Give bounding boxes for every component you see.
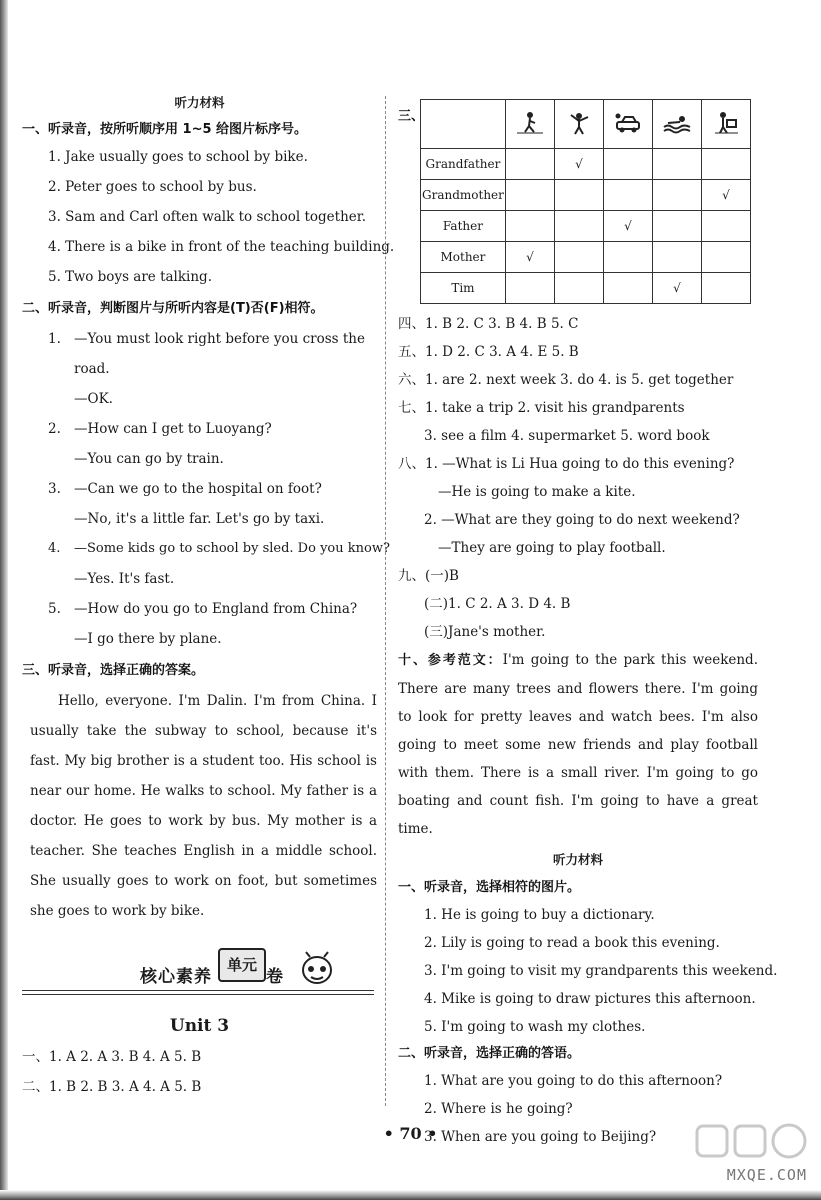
table-header-cell — [652, 100, 701, 149]
list-item: —You can go by train. — [74, 451, 224, 467]
answer-row: —He is going to make a kite. — [438, 484, 636, 500]
table-cell — [603, 180, 652, 211]
listening-section-2-title: 二、听录音，选择正确的答语。 — [398, 1046, 581, 1061]
answer-row: 二、1. B 2. B 3. A 4. A 5. B — [22, 1079, 202, 1095]
list-item: 5. —How do you go to England from China? — [48, 601, 358, 617]
list-item: 3. —Can we go to the hospital on foot? — [48, 481, 322, 497]
answer-row: 一、1. A 2. A 3. B 4. A 5. B — [22, 1049, 202, 1065]
table-cell — [652, 211, 701, 242]
table-cell — [701, 273, 750, 304]
activity-table — [420, 99, 751, 304]
table-cell — [505, 180, 554, 211]
section-2-list — [22, 324, 390, 654]
table-corner — [421, 100, 506, 149]
table-cell — [505, 273, 554, 304]
reading-person-icon — [711, 111, 741, 135]
table-cell — [652, 242, 701, 273]
listening-section-1-title: 一、听录音，选择相符的图片。 — [398, 880, 581, 895]
answer-row: 六、1. are 2. next week 3. do 4. is 5. get together — [398, 372, 734, 388]
right-column — [398, 92, 778, 1151]
table-cell — [554, 180, 603, 211]
table-cell — [554, 273, 603, 304]
listening-material-heading: 听力材料 — [174, 95, 225, 110]
table-section — [398, 99, 758, 304]
table-cell — [554, 211, 603, 242]
list-item: 2. Peter goes to school by bus. — [48, 179, 257, 195]
table-header-cell — [701, 100, 750, 149]
list-item: 2. —How can I get to Luoyang? — [48, 421, 272, 437]
list-item: 3. I'm going to visit my grandparents this weekend. — [424, 963, 778, 979]
section-1-list — [22, 142, 395, 292]
table-row — [421, 273, 751, 304]
answer-row: 九、(一)B — [398, 568, 459, 584]
answer-row: (二)1. C 2. A 3. D 4. B — [424, 596, 571, 612]
list-item: 2. Where is he going? — [424, 1101, 573, 1117]
list-item: 3. Sam and Carl often walk to school together. — [48, 209, 367, 225]
table-cell — [652, 180, 701, 211]
list-item: road. — [74, 361, 110, 377]
row-label: Grandfather — [421, 149, 506, 180]
unit-banner — [22, 940, 377, 1000]
table-cell: √ — [554, 149, 603, 180]
unit-title: Unit 3 — [169, 1016, 230, 1036]
list-item: —No, it's a little far. Let's go by taxi. — [74, 511, 325, 527]
list-item: 1. Jake usually goes to school by bike. — [48, 149, 308, 165]
answer-row: (三)Jane's mother. — [424, 624, 546, 640]
mascot-icon — [300, 950, 334, 988]
essay-text: I'm going to the park this weekend. There are many trees and flowers there. I'm going to look for pretty leaves and watch bees. I'm also going to meet some new friends and play football with them. There is a small river. I'm going to go boating and count fish. I'm going to have a great time. — [398, 652, 758, 837]
row-label: Father — [421, 211, 506, 242]
walking-person-icon — [515, 111, 545, 135]
answer-row: 七、1. take a trip 2. visit his grandparents — [398, 400, 685, 416]
list-item: 4. —Some kids go to school by sled. Do you know? — [48, 541, 390, 556]
table-cell — [603, 273, 652, 304]
table-header-cell — [554, 100, 603, 149]
answer-row: 八、1. —What is Li Hua going to do this evening? — [398, 456, 735, 472]
list-item: 1. —You must look right before you cross the — [48, 331, 365, 347]
list-item: 4. Mike is going to draw pictures this afternoon. — [424, 991, 756, 1007]
table-cell — [701, 211, 750, 242]
list-item: 1. He is going to buy a dictionary. — [424, 907, 655, 923]
scan-edge-bottom — [0, 1190, 821, 1200]
table-cell — [603, 149, 652, 180]
list-item: 4. There is a bike in front of the teaching building. — [48, 239, 395, 255]
table-cell — [652, 149, 701, 180]
row-label: Grandmother — [421, 180, 506, 211]
answer-row: —They are going to play football. — [438, 540, 666, 556]
listening-passage: Hello, everyone. I'm Dalin. I'm from China. I usually take the subway to school, because it's fast. My big brother is a student too. His school is near our home. He walks to school. My father is a doctor. He goes to work by bus. My mother is a teacher. She teaches English in a middle school. She usually goes to work on foot, but sometimes she goes to work by bike. — [30, 693, 377, 919]
banner-rule — [22, 990, 374, 995]
answer-row: 五、1. D 2. C 3. A 4. E 5. B — [398, 344, 579, 360]
swimming-icon — [662, 111, 692, 135]
list-item: 1. What are you going to do this afternoon? — [424, 1073, 723, 1089]
sample-essay — [398, 646, 758, 843]
row-label: Mother — [421, 242, 506, 273]
table-cell — [505, 149, 554, 180]
section-3-title: 三、听录音，选择正确的答案。 — [22, 663, 205, 678]
left-column — [22, 88, 395, 1102]
car-driving-icon — [613, 111, 643, 135]
answer-row: 3. see a film 4. supermarket 5. word book — [424, 428, 710, 444]
table-section-label: 三、 — [398, 109, 425, 124]
table-cell: √ — [603, 211, 652, 242]
row-label: Tim — [421, 273, 506, 304]
answer-row: 2. —What are they going to do next weekend? — [424, 512, 740, 528]
table-cell — [554, 242, 603, 273]
scan-edge-left — [0, 0, 8, 1200]
listening-material-heading-2: 听力材料 — [552, 852, 603, 867]
watermark-text: MXQE.COM — [726, 1166, 807, 1184]
table-cell — [701, 242, 750, 273]
table-row — [421, 149, 751, 180]
table-header-cell — [505, 100, 554, 149]
kite-flying-icon — [564, 111, 594, 135]
banner-tail: 卷 — [266, 967, 284, 987]
table-cell — [603, 242, 652, 273]
banner-title: 核心素养 — [140, 967, 212, 987]
table-row — [421, 211, 751, 242]
table-header-row — [421, 100, 751, 149]
section-2-title: 二、听录音，判断图片与所听内容是(T)否(F)相符。 — [22, 301, 324, 316]
table-cell: √ — [701, 180, 750, 211]
list-item: 5. Two boys are talking. — [48, 269, 212, 285]
list-item: 3. When are you going to Beijing? — [424, 1129, 657, 1145]
table-cell: √ — [652, 273, 701, 304]
list-item: —I go there by plane. — [74, 631, 222, 647]
table-header-cell — [603, 100, 652, 149]
answer-list — [398, 310, 758, 646]
table-row — [421, 242, 751, 273]
essay-label: 十、参考范文： — [398, 653, 503, 668]
list-item: —Yes. It's fast. — [74, 571, 175, 587]
page-number: • 70 • — [383, 1124, 438, 1143]
section-1-title: 一、听录音，按所听顺序用 1~5 给图片标序号。 — [22, 122, 308, 137]
list-item: 2. Lily is going to read a book this evening. — [424, 935, 720, 951]
list-item: 5. I'm going to wash my clothes. — [424, 1019, 646, 1035]
table-cell: √ — [505, 242, 554, 273]
answer-row: 四、1. B 2. C 3. B 4. B 5. C — [398, 316, 579, 332]
table-cell — [505, 211, 554, 242]
list-item: —OK. — [74, 391, 113, 407]
banner-tv-box: 单元 — [218, 948, 266, 982]
table-row — [421, 180, 751, 211]
table-cell — [701, 149, 750, 180]
